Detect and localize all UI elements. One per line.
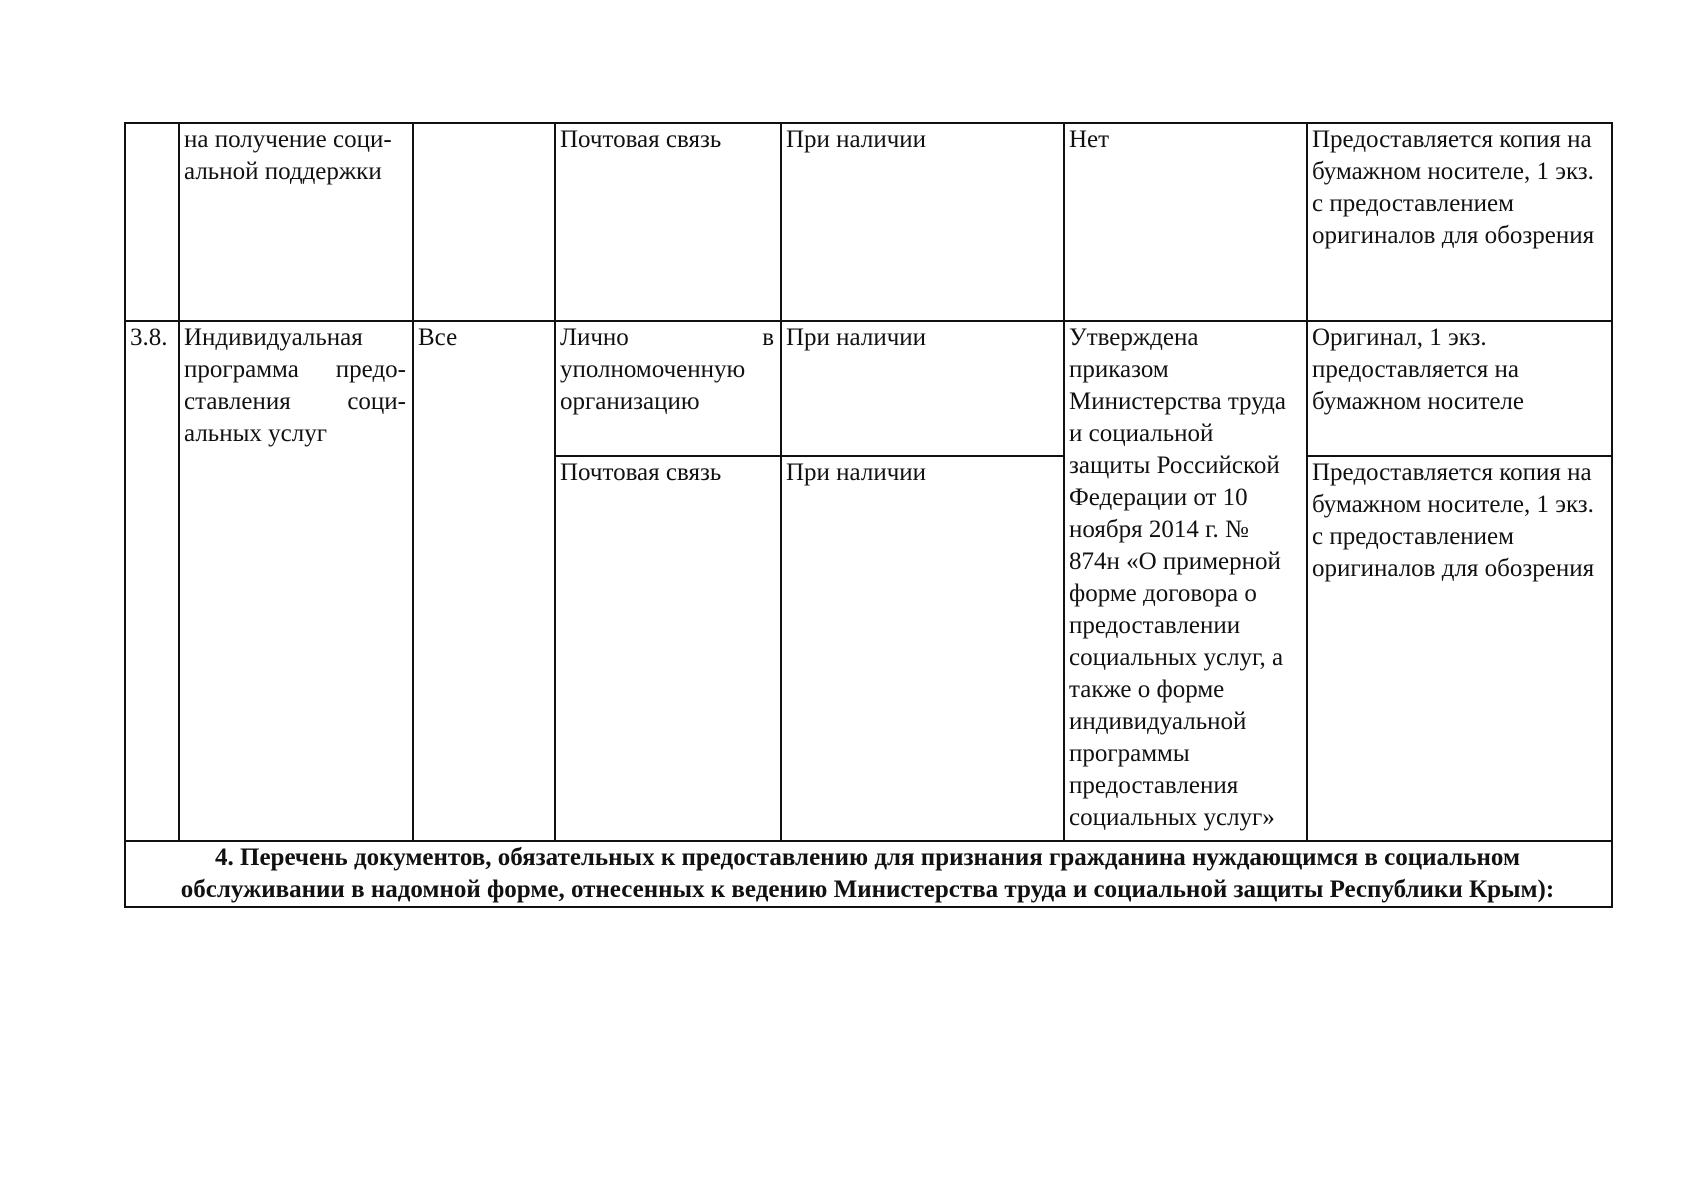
table-row-3-8 (125, 321, 1612, 456)
submission-method-cell (555, 321, 781, 456)
document-name-line: на получение соци- (184, 126, 392, 153)
submission-form-cell: Предоставляется копия на бумажном носителе, 1 экз. с предоставлением оригиналов для обозрения (1307, 456, 1612, 841)
row-number-cell (125, 123, 179, 321)
document-name-cell (179, 123, 413, 321)
submission-method-line: организацию (560, 388, 700, 415)
availability-cell: При наличии (781, 123, 1064, 321)
section-heading: 4. Перечень документов, обязательных к предоставлению для признания гражданина нуждающимся в социальном обслуживании в надомной форме, отнесенных к ведению Министерства труда и социальной защиты Республики Крым): (125, 841, 1612, 907)
document-name-line: Индивидуальная (184, 324, 363, 351)
row-number-cell: 3.8. (125, 321, 179, 841)
section-heading-row (125, 841, 1612, 907)
availability-cell: При наличии (781, 321, 1064, 456)
submission-method-line: уполномоченную (560, 356, 746, 383)
submission-method-cell: Почтовая связь (555, 123, 781, 321)
submission-method-line: Лично в (560, 324, 774, 351)
submission-method-cell: Почтовая связь (555, 456, 781, 841)
document-name-line: программа предо- (184, 356, 406, 383)
availability-cell: При наличии (781, 456, 1064, 841)
category-cell: Все (413, 321, 555, 841)
table-row-continuation (125, 123, 1612, 321)
submission-form-cell: Предоставляется копия на бумажном носителе, 1 экз. с предоставлением оригиналов для обозрения (1307, 123, 1612, 321)
document-name-cell (179, 321, 413, 841)
document-name-line: альных услуг (184, 420, 327, 447)
document-name-line: ставления соци- (184, 388, 406, 415)
requirements-cell: Утверждена приказом Министерства труда и социальной защиты Российской Федерации от 10 ноября 2014 г. № 874н «О примерной форме договора о предоставлении социальных услуг, а также о форме индивидуальной программы предоставления социальных услуг» (1064, 321, 1307, 841)
document-name-line: альной поддержки (184, 158, 382, 185)
documents-table (124, 122, 1613, 908)
submission-form-cell: Оригинал, 1 экз. предоставляется на бумажном носителе (1307, 321, 1612, 456)
category-cell (413, 123, 555, 321)
requirements-cell: Нет (1064, 123, 1307, 321)
